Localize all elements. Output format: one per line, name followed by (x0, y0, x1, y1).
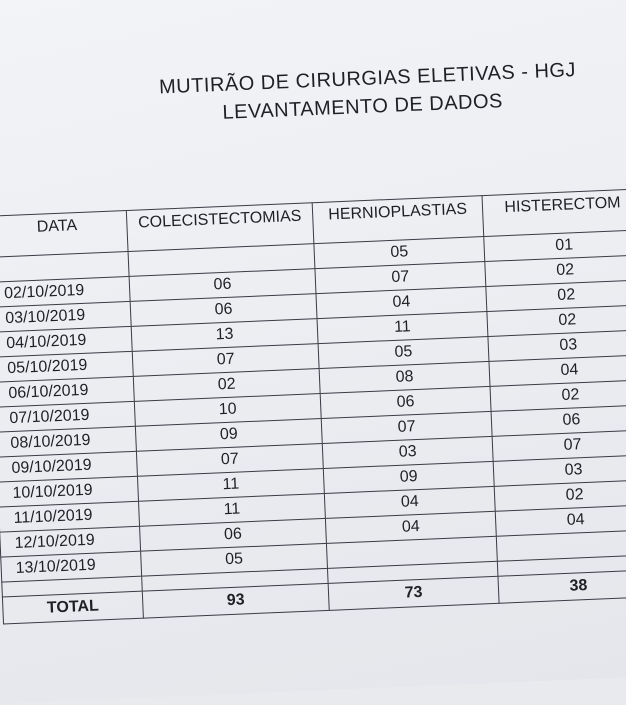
cell-date: 06/10/2019 (0, 376, 134, 407)
cell-histerectomias: 01 (484, 230, 626, 262)
cell-date: 02/10/2019 (0, 276, 130, 307)
cell-hernioplastias: 07 (321, 411, 492, 443)
cell-date: 13/10/2019 (1, 551, 142, 582)
cell-colecistectomias: 13 (131, 319, 318, 352)
cell-histerectomias: 02 (485, 255, 626, 287)
cell-hernioplastias: 03 (322, 436, 493, 468)
cell-hernioplastias: 06 (320, 386, 491, 418)
cell-date: 08/10/2019 (0, 426, 136, 457)
cell-colecistectomias: 06 (129, 269, 316, 302)
cell-colecistectomias: 11 (139, 493, 326, 526)
cell-hernioplastias: 07 (315, 262, 486, 294)
cell-hernioplastias: 04 (324, 486, 495, 518)
total-histerectomias: 38 (498, 570, 626, 604)
cell-date: 05/10/2019 (0, 351, 133, 382)
cell-histerectomias: 03 (493, 455, 626, 487)
total-hernioplastias: 73 (328, 576, 499, 610)
cell-colecistectomias: 06 (140, 518, 327, 551)
cell-date: 11/10/2019 (0, 501, 140, 532)
cell-hernioplastias: 08 (319, 361, 490, 393)
cell-colecistectomias: 05 (141, 543, 328, 576)
cell-colecistectomias: 07 (136, 444, 323, 477)
surgery-data-table (0, 188, 626, 624)
cell-histerectomias: 02 (494, 480, 626, 512)
cell-colecistectomias: 11 (137, 468, 324, 501)
cell-date: 07/10/2019 (0, 401, 135, 432)
cell-hernioplastias: 05 (318, 336, 489, 368)
cell-colecistectomias: 06 (130, 294, 317, 327)
cell-histerectomias: 02 (486, 280, 626, 312)
cell-hernioplastias: 04 (316, 287, 487, 319)
cell-hernioplastias: 05 (314, 237, 485, 269)
cell-histerectomias: 06 (491, 405, 626, 437)
header-colecistectomias: COLECISTECTOMIAS (126, 203, 314, 252)
cell-colecistectomias: 02 (133, 369, 320, 402)
cell-histerectomias: 04 (495, 505, 626, 537)
cell-histerectomias: 02 (487, 305, 626, 337)
cell-date: 04/10/2019 (0, 326, 132, 357)
cell-colecistectomias: 09 (135, 419, 322, 452)
total-label: TOTAL (2, 591, 143, 624)
header-hernioplastias: HERNIOPLASTIAS (312, 196, 484, 244)
cell-colecistectomias: 10 (134, 394, 321, 427)
header-data: DATA (0, 211, 128, 258)
cell-histerectomias: 02 (490, 380, 626, 412)
cell-date: 03/10/2019 (0, 301, 131, 332)
document-title: MUTIRÃO DE CIRURGIAS ELETIVAS - HGJ (158, 59, 577, 99)
total-colecistectomias: 93 (142, 583, 329, 618)
cell-date: 09/10/2019 (0, 451, 137, 482)
header-histerectomias: HISTERECTOM (482, 189, 626, 237)
cell-hernioplastias: 04 (325, 511, 496, 543)
cell-colecistectomias: 07 (132, 344, 319, 377)
cell-date: 12/10/2019 (0, 526, 141, 557)
cell-histerectomias: 07 (492, 430, 626, 462)
cell-hernioplastias: 09 (323, 461, 494, 493)
cell-date: 10/10/2019 (0, 476, 139, 507)
document-subtitle: LEVANTAMENTO DE DADOS (222, 90, 504, 124)
cell-histerectomias: 03 (488, 330, 626, 362)
cell-hernioplastias: 11 (317, 311, 488, 343)
cell-histerectomias: 04 (489, 355, 626, 387)
